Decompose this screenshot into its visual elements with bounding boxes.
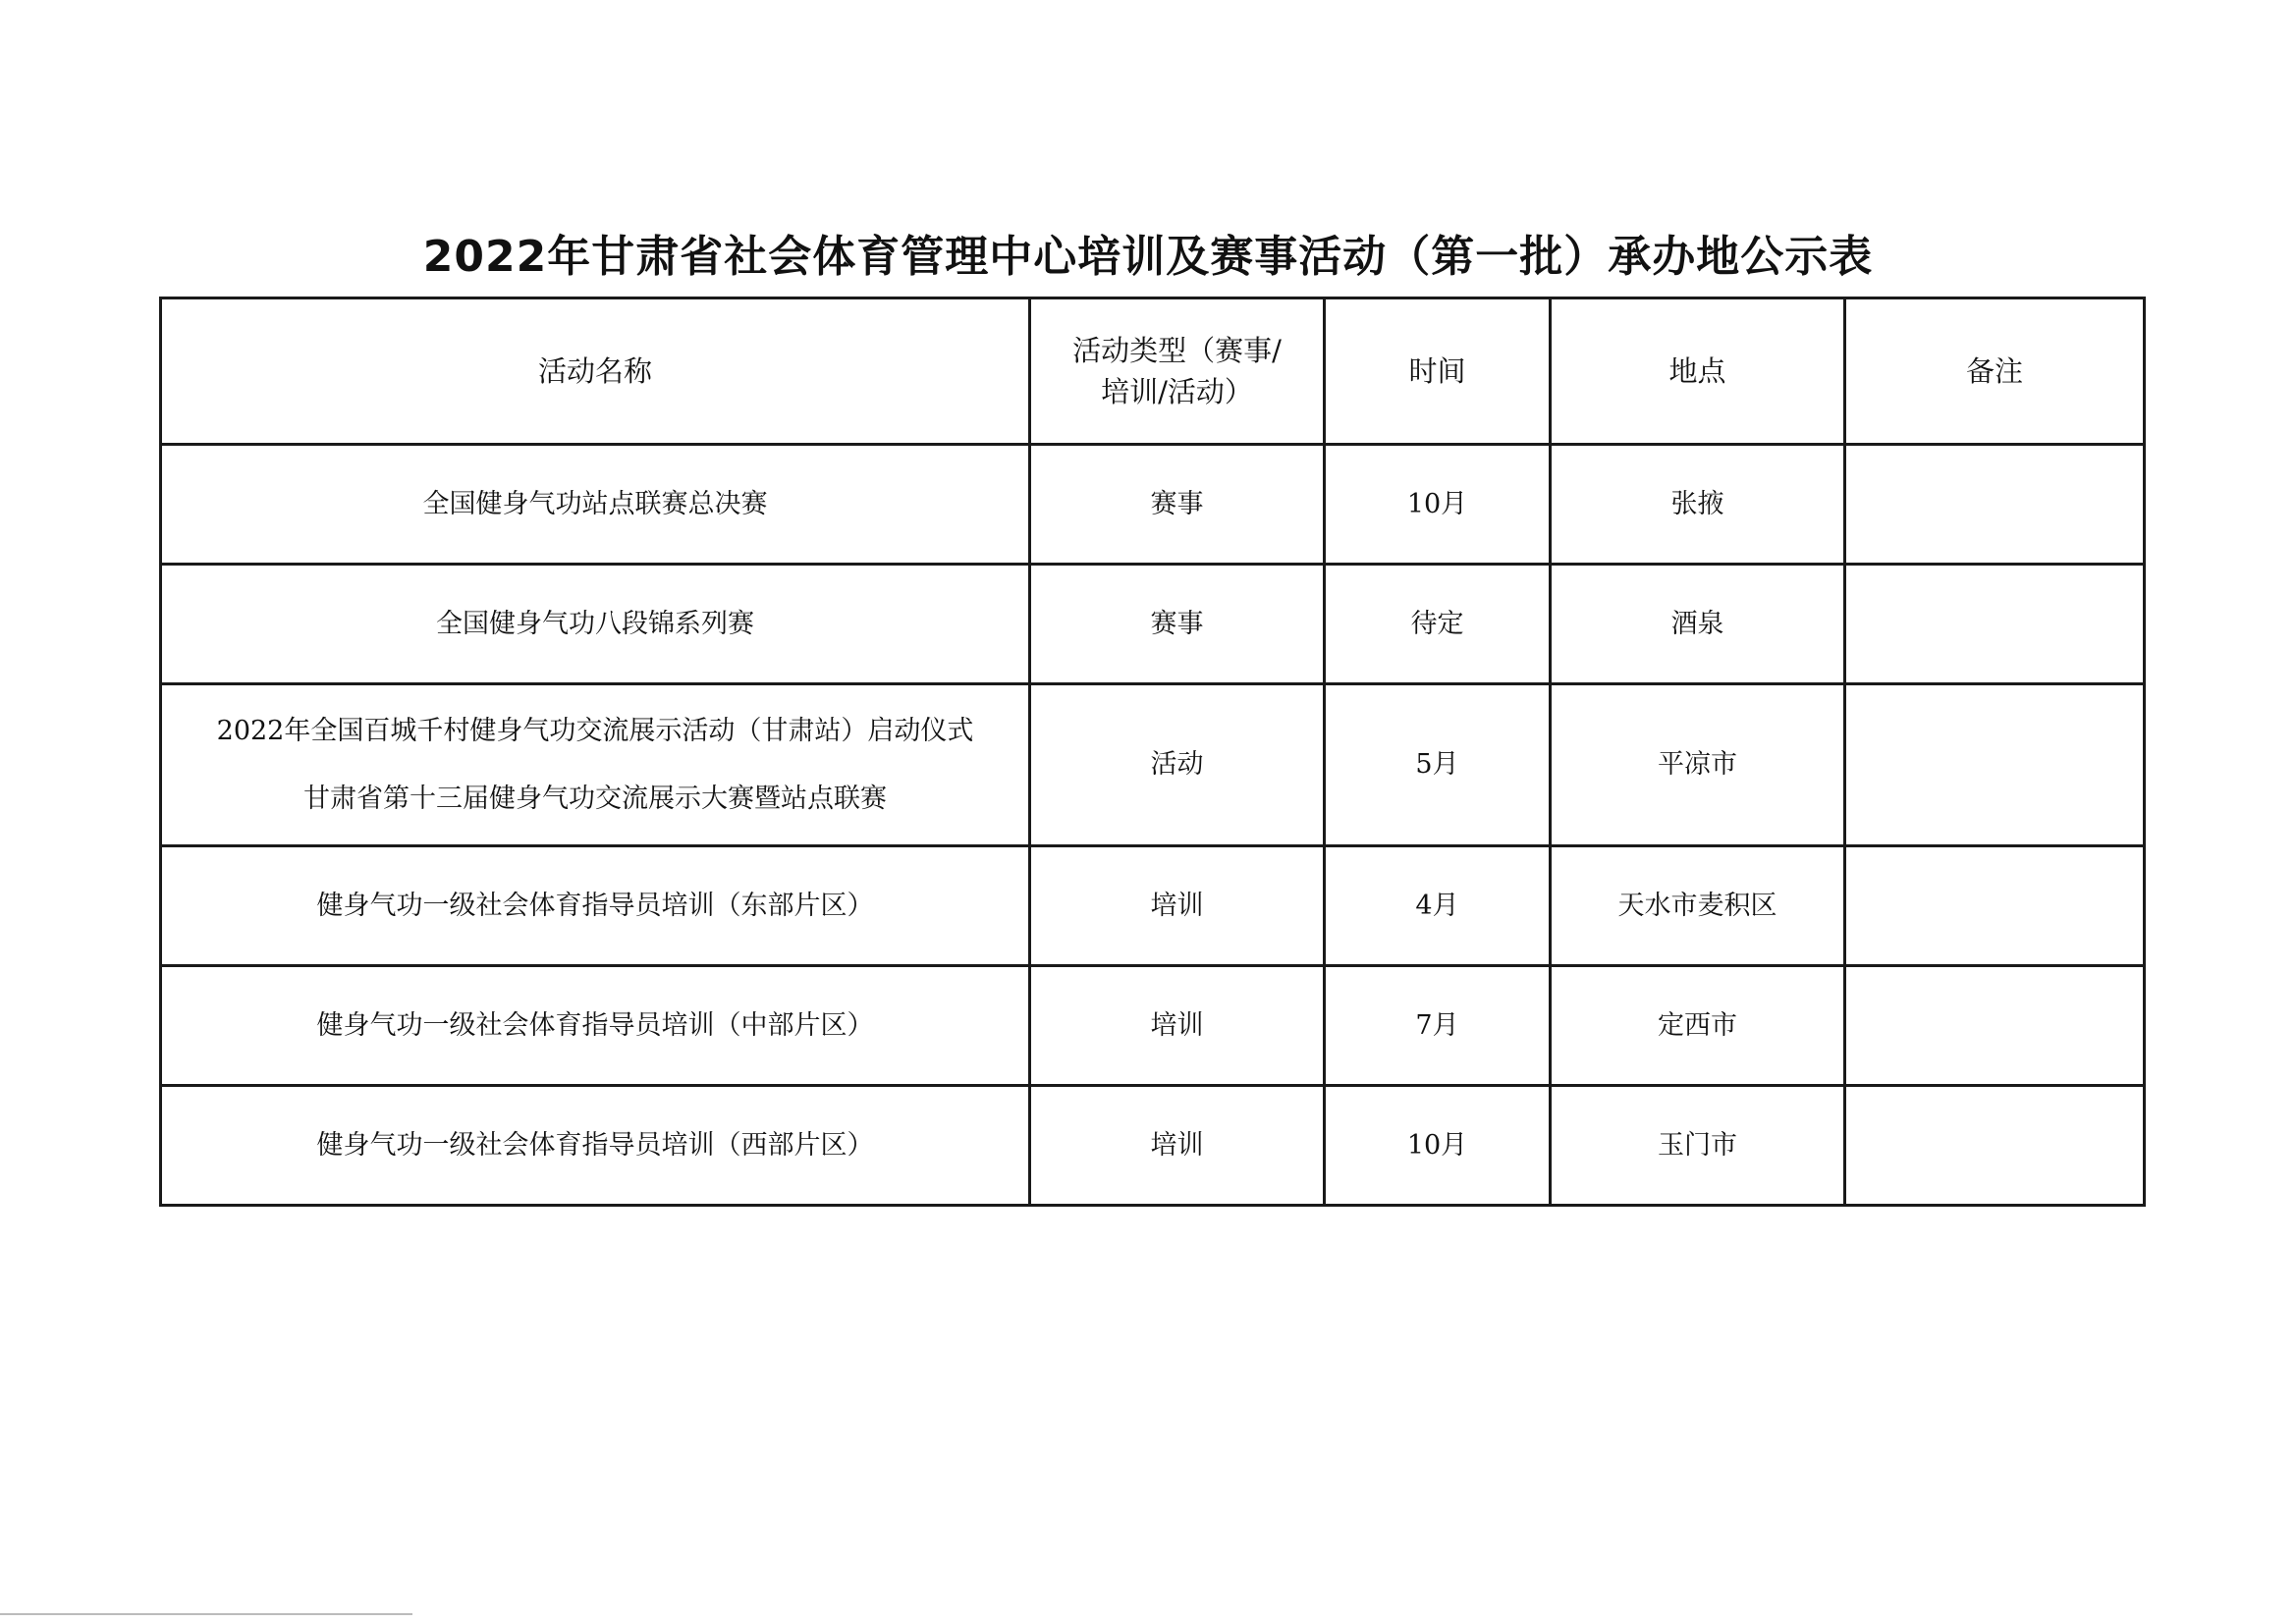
cell-remark: [1845, 684, 2145, 846]
cell-time: 7月: [1325, 966, 1551, 1086]
table-header-row: [161, 298, 2145, 445]
table-row: [161, 565, 2145, 684]
cell-activity-type: 赛事: [1030, 565, 1325, 684]
cell-place: 酒泉: [1551, 565, 1845, 684]
cell-place: 天水市麦积区: [1551, 846, 1845, 966]
cell-place: 定西市: [1551, 966, 1845, 1086]
cell-activity-type: 培训: [1030, 966, 1325, 1086]
cell-remark: [1845, 1086, 2145, 1206]
cell-place: 张掖: [1551, 445, 1845, 565]
cell-time: 4月: [1325, 846, 1551, 966]
cell-activity-name: 健身气功一级社会体育指导员培训（东部片区）: [161, 846, 1030, 966]
activity-table: [159, 297, 2146, 1207]
cell-place: 玉门市: [1551, 1086, 1845, 1206]
cell-activity-type: 培训: [1030, 846, 1325, 966]
cell-remark: [1845, 565, 2145, 684]
table-row: [161, 684, 2145, 846]
header-place: 地点: [1551, 298, 1845, 445]
table-row: [161, 1086, 2145, 1206]
header-activity-type: 活动类型（赛事/培训/活动）: [1030, 298, 1325, 445]
cell-activity-name: 健身气功一级社会体育指导员培训（中部片区）: [161, 966, 1030, 1086]
cell-time: 5月: [1325, 684, 1551, 846]
cell-remark: [1845, 445, 2145, 565]
cell-place: 平凉市: [1551, 684, 1845, 846]
cell-activity-type: 赛事: [1030, 445, 1325, 565]
table-row: [161, 846, 2145, 966]
cell-activity-name: [161, 684, 1030, 846]
cell-activity-type: 活动: [1030, 684, 1325, 846]
table-row: [161, 445, 2145, 565]
cell-remark: [1845, 846, 2145, 966]
scan-edge-line: [0, 1613, 412, 1615]
cell-activity-name: 健身气功一级社会体育指导员培训（西部片区）: [161, 1086, 1030, 1206]
cell-activity-name: 全国健身气功站点联赛总决赛: [161, 445, 1030, 565]
header-time: 时间: [1325, 298, 1551, 445]
cell-time: 10月: [1325, 1086, 1551, 1206]
activity-name-line-2: 甘肃省第十三届健身气功交流展示大赛暨站点联赛: [303, 784, 887, 814]
cell-activity-type: 培训: [1030, 1086, 1325, 1206]
cell-remark: [1845, 966, 2145, 1086]
cell-time: 10月: [1325, 445, 1551, 565]
cell-time: 待定: [1325, 565, 1551, 684]
table-row: [161, 966, 2145, 1086]
page-title: 2022年甘肃省社会体育管理中心培训及赛事活动（第一批）承办地公示表: [422, 232, 1874, 282]
header-remark: 备注: [1845, 298, 2145, 445]
activity-name-line-1: 2022年全国百城千村健身气功交流展示活动（甘肃站）启动仪式: [216, 715, 974, 746]
cell-activity-name: 全国健身气功八段锦系列赛: [161, 565, 1030, 684]
header-activity-name: 活动名称: [161, 298, 1030, 445]
